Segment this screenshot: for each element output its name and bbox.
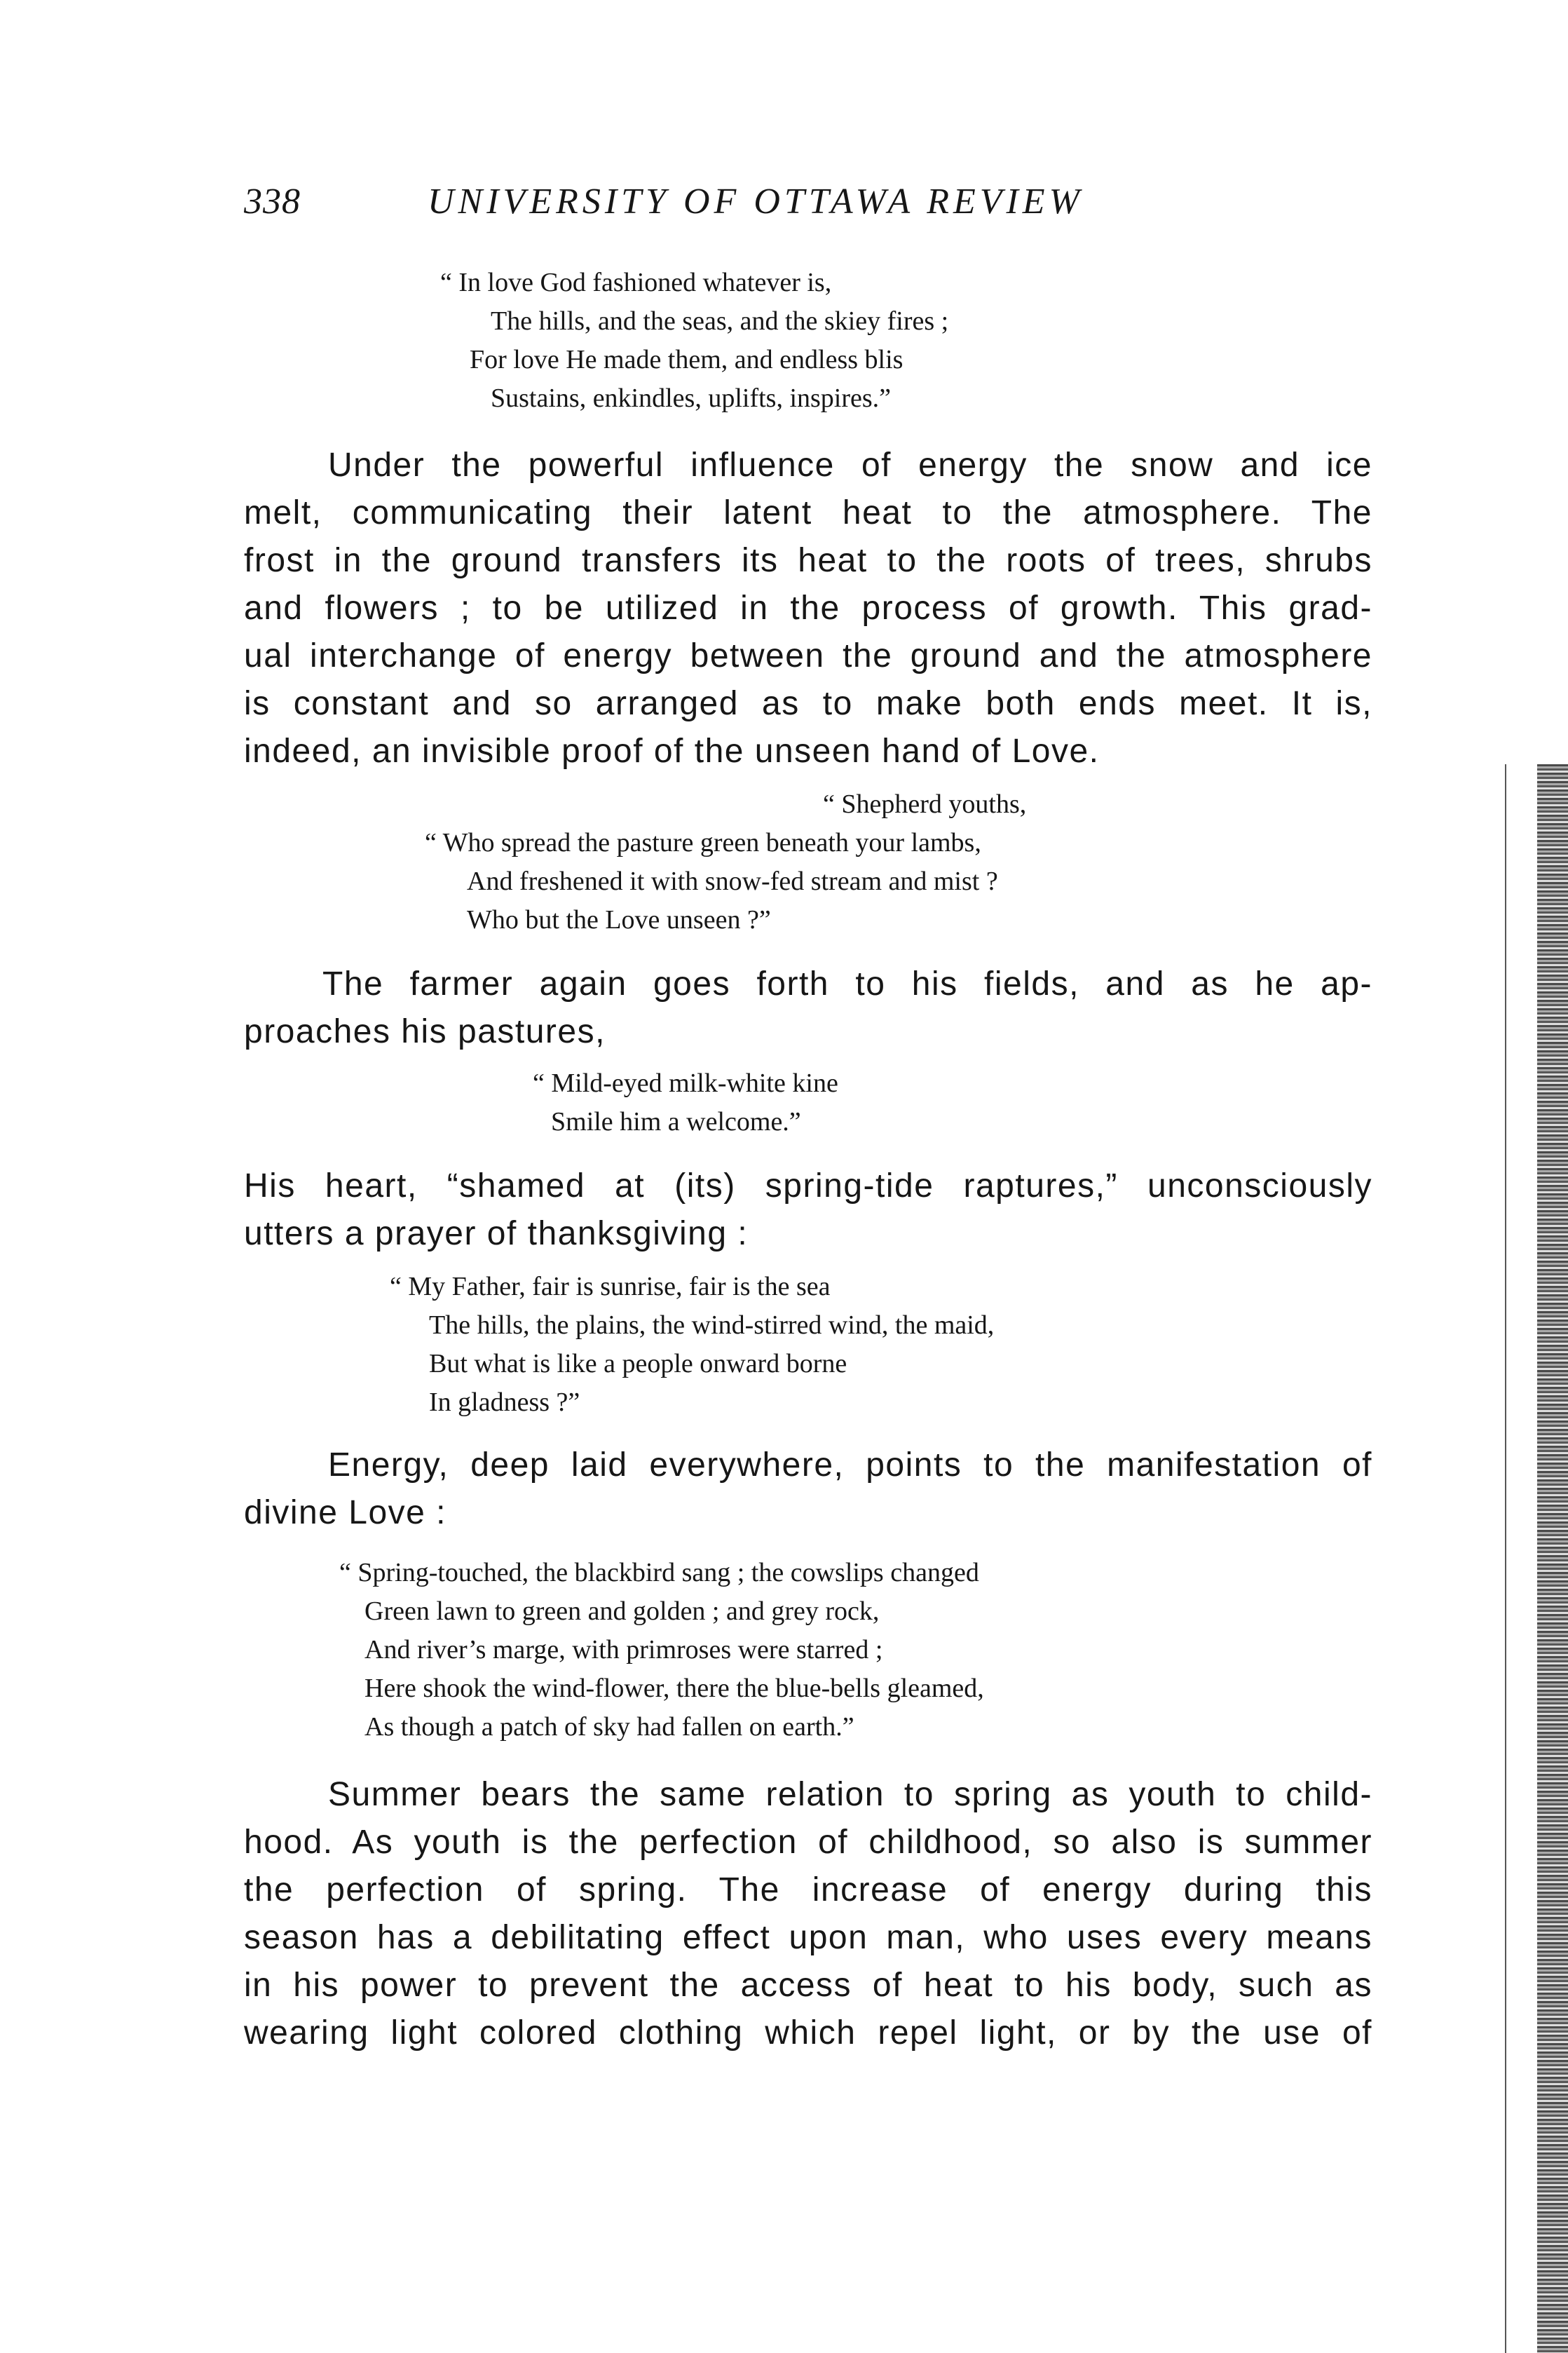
text-line: divine Love :: [244, 1494, 447, 1531]
text-line: is constant and so arranged as to make both ends meet. It is,: [244, 685, 1372, 722]
text-line: indeed, an invisible proof of the unseen hand of Love.: [244, 733, 1100, 770]
poem-quote-2: [425, 785, 1026, 940]
poem-line: “ My Father, fair is sunrise, fair is the sea: [390, 1272, 831, 1301]
poem-line: The hills, and the seas, and the skiey fires ;: [491, 306, 949, 336]
text-line: Under the powerful influence of energy the snow and ice: [328, 447, 1372, 484]
poem-line: “ Mild-eyed milk-white kine: [533, 1069, 838, 1098]
page-header: [244, 181, 1379, 237]
text-line: in his power to prevent the access of heat to his body, such as: [244, 1967, 1372, 2004]
page-number: 338: [244, 182, 301, 222]
text-line: Energy, deep laid everywhere, points to the manifestation of: [328, 1446, 1372, 1484]
poem-quote-4: [390, 1268, 994, 1422]
text-line: His heart, “shamed at (its) spring-tide raptures,” unconsciously: [244, 1167, 1372, 1205]
running-head: UNIVERSITY OF OTTAWA REVIEW: [428, 182, 1084, 222]
text-line: hood. As youth is the perfection of childhood, so also is summer: [244, 1824, 1372, 1861]
text-line: The farmer again goes forth to his fields, and as he ap-: [322, 965, 1372, 1003]
poem-line: Sustains, enkindles, uplifts, inspires.”: [491, 384, 892, 413]
poem-line: “ Shepherd youths,: [823, 789, 1027, 819]
text-line: the perfection of spring. The increase of energy during this: [244, 1871, 1372, 1908]
text-line: wearing light colored clothing which repel light, or by the use of: [244, 2014, 1372, 2052]
paragraph-1: [244, 442, 1372, 775]
poem-line: Who but the Love unseen ?”: [467, 905, 771, 935]
text-line: ual interchange of energy between the ground and the atmosphere: [244, 637, 1372, 674]
poem-line: And river’s marge, with primroses were starred ;: [364, 1635, 883, 1664]
poem-quote-1: [440, 264, 948, 418]
paragraph-2: [244, 961, 1372, 1056]
poem-line: For love He made them, and endless blis: [470, 345, 904, 374]
scan-edge-artifact: [1537, 764, 1568, 2353]
paragraph-5: [244, 1771, 1372, 2057]
poem-line: “ Who spread the pasture green beneath your lambs,: [425, 828, 981, 857]
text-line: Summer bears the same relation to spring as youth to child-: [328, 1776, 1372, 1813]
poem-line: In gladness ?”: [429, 1388, 580, 1417]
text-line: season has a debilitating effect upon man, who uses every means: [244, 1919, 1372, 1956]
poem-line: But what is like a people onward borne: [429, 1349, 847, 1378]
poem-line: “ Spring-touched, the blackbird sang ; the cowslips changed: [339, 1558, 979, 1587]
poem-line: And freshened it with snow-fed stream and mist ?: [467, 867, 998, 896]
poem-line: Green lawn to green and golden ; and grey rock,: [364, 1596, 880, 1626]
text-line: melt, communicating their latent heat to the atmosphere. The: [244, 494, 1372, 531]
poem-line: Smile him a welcome.”: [551, 1107, 801, 1137]
text-line: proaches his pastures,: [244, 1013, 606, 1050]
text-line: frost in the ground transfers its heat to the roots of trees, shrubs: [244, 542, 1372, 579]
poem-quote-5: [339, 1554, 984, 1747]
text-line: and flowers ; to be utilized in the process of growth. This grad-: [244, 590, 1372, 627]
paragraph-4: [244, 1442, 1372, 1537]
poem-line: Here shook the wind-flower, there the blue-bells gleamed,: [364, 1674, 984, 1703]
scan-edge-line: [1505, 764, 1506, 2353]
paragraph-3: [244, 1162, 1372, 1258]
poem-quote-3: [533, 1064, 838, 1141]
text-line: utters a prayer of thanksgiving :: [244, 1215, 749, 1252]
poem-line: As though a patch of sky had fallen on earth.”: [364, 1712, 854, 1742]
poem-line: “ In love God fashioned whatever is,: [440, 268, 832, 297]
poem-line: The hills, the plains, the wind-stirred wind, the maid,: [429, 1310, 995, 1340]
